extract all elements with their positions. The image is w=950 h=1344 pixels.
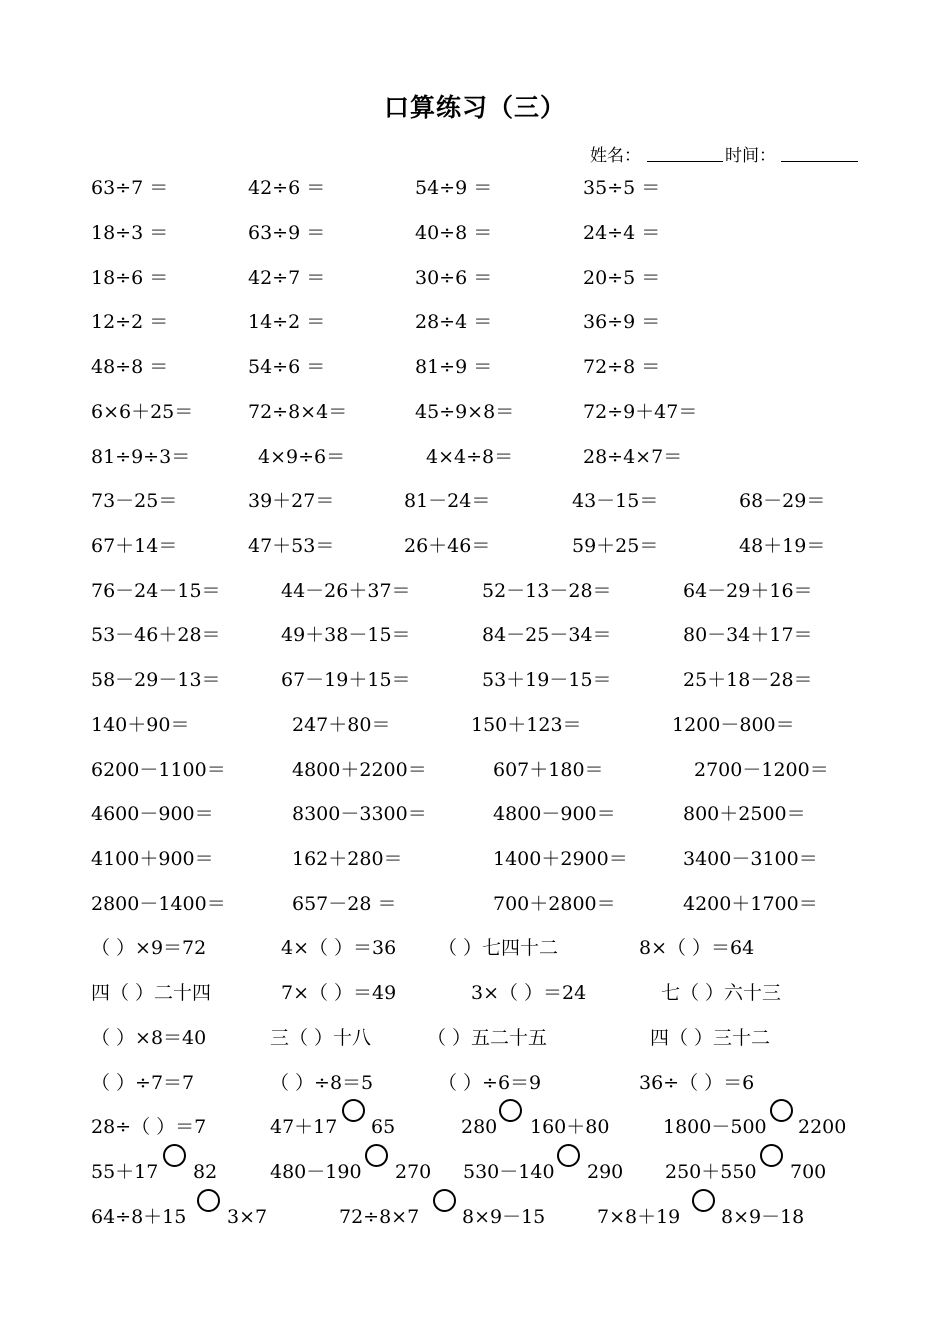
problem: 80－34＋17＝ [683, 624, 813, 646]
problem: 28÷（ ）＝7 [91, 1116, 207, 1138]
problem: 140＋90＝ [91, 714, 190, 736]
problem: 36÷9 ＝ [583, 311, 661, 333]
problem: 4800＋2200＝ [292, 759, 427, 781]
compare-right: 8×9－15 [462, 1206, 546, 1228]
problem: 七（ ）六十三 [661, 982, 782, 1004]
compare-right: 270 [395, 1161, 432, 1183]
problem: 30÷6 ＝ [415, 267, 493, 289]
problem: 72÷9＋47＝ [583, 401, 698, 423]
problem: 6200－1100＝ [91, 759, 226, 781]
compare-circle[interactable] [433, 1189, 456, 1212]
problem: 54÷6 ＝ [248, 356, 326, 378]
problem: （ ）×8＝40 [91, 1027, 207, 1049]
problem: （ ）七四十二 [438, 937, 559, 959]
problem: 44－26＋37＝ [281, 580, 411, 602]
problem: 8300－3300＝ [292, 803, 427, 825]
page-title: 口算练习（三） [383, 93, 566, 122]
problem: 76－24－15＝ [91, 580, 221, 602]
problem: 607＋180＝ [493, 759, 604, 781]
problem: 162＋280＝ [292, 848, 403, 870]
problem: 64－29＋16＝ [683, 580, 813, 602]
problem: 28÷4×7＝ [583, 446, 683, 468]
problem: （ ）×9＝72 [91, 937, 207, 959]
time-blank[interactable] [781, 161, 858, 162]
problem: 四（ ）二十四 [91, 982, 212, 1004]
problem: 63÷7 ＝ [91, 177, 169, 199]
problem: 52－13－28＝ [482, 580, 612, 602]
problem: 700＋2800＝ [493, 893, 616, 915]
problem: 4600－900＝ [91, 803, 214, 825]
problem: 4100＋900＝ [91, 848, 214, 870]
problem: 53＋19－15＝ [482, 669, 612, 691]
compare-right: 8×9－18 [721, 1206, 805, 1228]
problem: 四（ ）三十二 [650, 1027, 771, 1049]
problem: 42÷6 ＝ [248, 177, 326, 199]
problem: 43－15＝ [572, 490, 659, 512]
compare-right: 2200 [798, 1116, 847, 1138]
problem: 84－25－34＝ [482, 624, 612, 646]
problem: 72÷8 ＝ [583, 356, 661, 378]
problem: 67－19＋15＝ [281, 669, 411, 691]
problem: （ ）÷7＝7 [91, 1072, 195, 1094]
problem: 48÷8 ＝ [91, 356, 169, 378]
compare-right: 3×7 [227, 1206, 268, 1228]
problem: 42÷7 ＝ [248, 267, 326, 289]
problem: 59＋25＝ [572, 535, 659, 557]
compare-circle[interactable] [692, 1189, 715, 1212]
problem: 28÷4 ＝ [415, 311, 493, 333]
problem: 72÷8×4＝ [248, 401, 348, 423]
problem: 18÷6 ＝ [91, 267, 169, 289]
compare-left: 280 [461, 1116, 498, 1138]
compare-left: 480－190 [270, 1161, 362, 1183]
problem: 150＋123＝ [471, 714, 582, 736]
compare-left: 64÷8＋15 [91, 1206, 187, 1228]
problem: 1400＋2900＝ [493, 848, 628, 870]
problem: 47＋53＝ [248, 535, 335, 557]
problem: 36÷（ ）＝6 [639, 1072, 755, 1094]
problem: 53－46＋28＝ [91, 624, 221, 646]
problem: 6×6＋25＝ [91, 401, 194, 423]
problem: 35÷5 ＝ [583, 177, 661, 199]
problem: 25＋18－28＝ [683, 669, 813, 691]
compare-left: 1800－500 [663, 1116, 767, 1138]
problem: 18÷3 ＝ [91, 222, 169, 244]
problem: 4×4÷8＝ [426, 446, 514, 468]
name-label: 姓名： [590, 146, 641, 166]
problem: 49＋38－15＝ [281, 624, 411, 646]
problem: 4200＋1700＝ [683, 893, 818, 915]
problem: 3400－3100＝ [683, 848, 818, 870]
problem: 2700－1200＝ [694, 759, 829, 781]
problem: 73－25＝ [91, 490, 178, 512]
compare-right: 160＋80 [530, 1116, 610, 1138]
compare-left: 72÷8×7 [339, 1206, 420, 1228]
problem: 45÷9×8＝ [415, 401, 515, 423]
compare-left: 530－140 [463, 1161, 555, 1183]
problem: 657－28 ＝ [292, 893, 397, 915]
student-info [590, 141, 890, 165]
problem: 81÷9÷3＝ [91, 446, 191, 468]
problem: （ ）五二十五 [427, 1027, 548, 1049]
problem: 1200－800＝ [672, 714, 795, 736]
problem: 54÷9 ＝ [415, 177, 493, 199]
compare-circle[interactable] [342, 1099, 365, 1122]
problem: 58－29－13＝ [91, 669, 221, 691]
problem: 67＋14＝ [91, 535, 178, 557]
name-blank[interactable] [647, 161, 723, 162]
problem: 24÷4 ＝ [583, 222, 661, 244]
problem: 63÷9 ＝ [248, 222, 326, 244]
problem: 39＋27＝ [248, 490, 335, 512]
problem: （ ）÷6＝9 [438, 1072, 542, 1094]
problem: 48＋19＝ [739, 535, 826, 557]
compare-circle[interactable] [365, 1144, 388, 1167]
problem: 68－29＝ [739, 490, 826, 512]
problem: 12÷2 ＝ [91, 311, 169, 333]
compare-right: 82 [193, 1161, 218, 1183]
problem: 14÷2 ＝ [248, 311, 326, 333]
compare-circle[interactable] [760, 1144, 783, 1167]
problem: 800＋2500＝ [683, 803, 806, 825]
compare-circle[interactable] [499, 1099, 522, 1122]
problem: 7×（ ）＝49 [281, 982, 397, 1004]
compare-circle[interactable] [163, 1144, 186, 1167]
compare-left: 250＋550 [665, 1161, 757, 1183]
problem: （ ）÷8＝5 [270, 1072, 374, 1094]
problem: 3×（ ）＝24 [471, 982, 587, 1004]
compare-circle[interactable] [197, 1189, 220, 1212]
compare-right: 290 [587, 1161, 624, 1183]
problem: 2800－1400＝ [91, 893, 226, 915]
problem: 20÷5 ＝ [583, 267, 661, 289]
compare-circle[interactable] [557, 1144, 580, 1167]
problem: 4×（ ）＝36 [281, 937, 397, 959]
time-label: 时间： [725, 146, 776, 166]
problem: 81－24＝ [404, 490, 491, 512]
compare-right: 700 [790, 1161, 827, 1183]
problem: 8×（ ）＝64 [639, 937, 755, 959]
problem: 26＋46＝ [404, 535, 491, 557]
compare-left: 7×8＋19 [597, 1206, 681, 1228]
compare-left: 47＋17 [270, 1116, 338, 1138]
compare-circle[interactable] [770, 1099, 793, 1122]
problem: 81÷9 ＝ [415, 356, 493, 378]
compare-right: 65 [371, 1116, 396, 1138]
problem: 247＋80＝ [292, 714, 391, 736]
compare-left: 55＋17 [91, 1161, 159, 1183]
problem: 三（ ）十八 [270, 1027, 372, 1049]
problem: 4800－900＝ [493, 803, 616, 825]
problem: 40÷8 ＝ [415, 222, 493, 244]
problem: 4×9÷6＝ [258, 446, 346, 468]
